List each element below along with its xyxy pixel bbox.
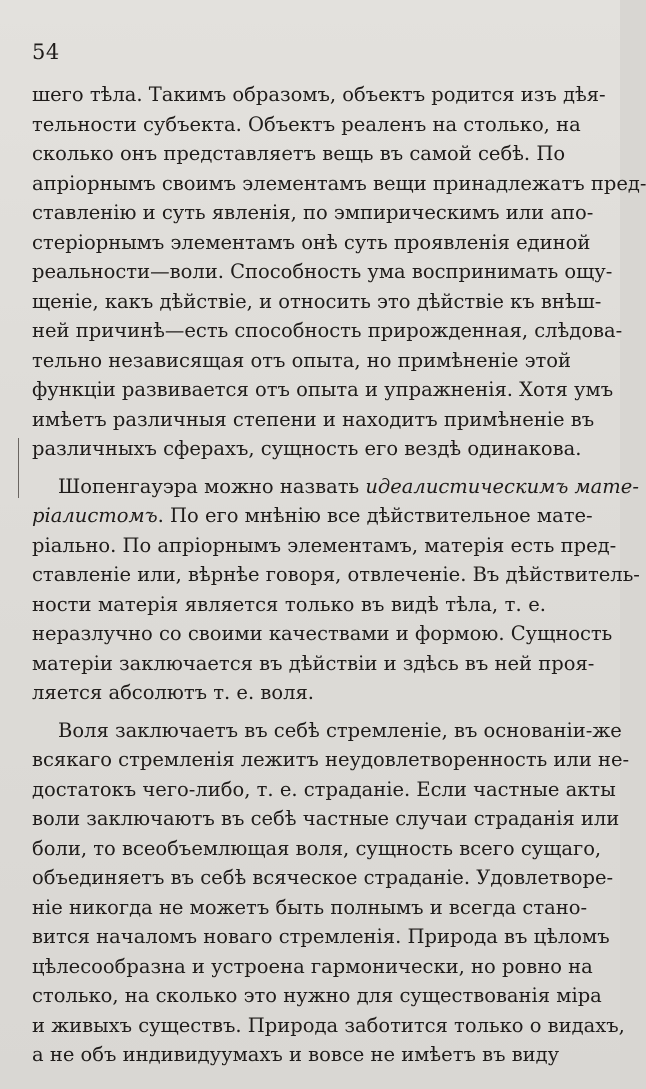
text-line: тельности субъекта. Объектъ реаленъ на столько, на: [32, 112, 581, 136]
text-line: тельно независящая отъ опыта, но примѣненіе этой: [32, 348, 572, 372]
text-line: различныхъ сферахъ, сущность его вездѣ одинакова.: [32, 437, 582, 460]
text-line: сколько онъ представляетъ вещь въ самой себѣ. По: [32, 142, 566, 165]
text-line: и живыхъ существъ. Природа заботится только о видахъ,: [32, 1013, 625, 1037]
text-line: ніе никогда не можетъ быть полнымъ и всегда стано-: [32, 895, 588, 919]
paragraph: [32, 716, 630, 1070]
text-line: ріально. По апріорнымъ элементамъ, матерія есть пред-: [32, 533, 617, 557]
italic-text: идеалистическимъ мате-: [365, 474, 639, 498]
text-line: матеріи заключается въ дѣйствіи и здѣсь въ ней проя-: [32, 651, 595, 675]
margin-pencil-mark: [18, 438, 19, 498]
text-line: ней причинѣ—есть способность прирожденная, слѣдова-: [32, 319, 623, 342]
italic-text: ріалистомъ: [32, 504, 158, 527]
text-span: Шопенгауэра можно назвать: [58, 474, 366, 498]
text-span: . По его мнѣнію все дѣйствительное мате-: [157, 504, 593, 527]
paragraph: [32, 472, 640, 708]
text-line: воли заключаютъ въ себѣ частные случаи страданія или: [32, 807, 620, 830]
text-line: реальности—воли. Способность ума воспринимать ощу-: [32, 260, 613, 283]
text-line: стеріорнымъ элементамъ онѣ суть проявленія единой: [32, 230, 591, 254]
text-line: апріорнымъ своимъ элементамъ вещи принадлежатъ пред-: [32, 171, 646, 195]
text-line: ляется абсолютъ т. е. воля.: [32, 681, 314, 704]
text-line: боли, то всеобъемлющая воля, сущность всего сущаго,: [32, 836, 602, 860]
paragraph: [32, 80, 646, 464]
text-line: ставленію и суть явленія, по эмпирическимъ или апо-: [32, 201, 594, 224]
text-line: цѣлесообразна и устроена гармонически, но ровно на: [32, 954, 593, 978]
text-line: щеніе, какъ дѣйствіе, и относить это дѣйствіе къ внѣш-: [32, 289, 602, 313]
page-number: 54: [32, 40, 60, 64]
text-line: шего тѣла. Такимъ образомъ, объектъ родится изъ дѣя-: [32, 83, 606, 106]
body-text: [32, 80, 646, 1070]
text-line: Воля заключаетъ въ себѣ стремленіе, въ основаніи-же: [58, 718, 622, 742]
text-line: ности матерія является только въ видѣ тѣла, т. е.: [32, 592, 546, 616]
text-line: [32, 472, 639, 502]
text-line: неразлучно со своими качествами и формою. Сущность: [32, 622, 613, 645]
text-line: достатокъ чего-либо, т. е. страданіе. Если частные акты: [32, 777, 616, 801]
text-line: всякаго стремленія лежитъ неудовлетворенность или не-: [32, 748, 630, 771]
text-line: а не объ индивидуумахъ и вовсе не имѣетъ въ виду: [32, 1043, 560, 1066]
text-line: функціи развивается отъ опыта и упражненія. Хотя умъ: [32, 378, 614, 401]
text-line: столько, на сколько это нужно для существованія міра: [32, 984, 602, 1007]
text-line: ставленіе или, вѣрнѣе говоря, отвлеченіе. Въ дѣйствитель-: [32, 563, 640, 586]
text-line: вится началомъ новаго стремленія. Природа въ цѣломъ: [32, 925, 610, 948]
text-line: [32, 501, 593, 531]
text-line: объединяетъ въ себѣ всяческое страданіе. Удовлетворе-: [32, 866, 614, 889]
text-line: имѣетъ различныя степени и находитъ примѣненіе въ: [32, 407, 595, 431]
